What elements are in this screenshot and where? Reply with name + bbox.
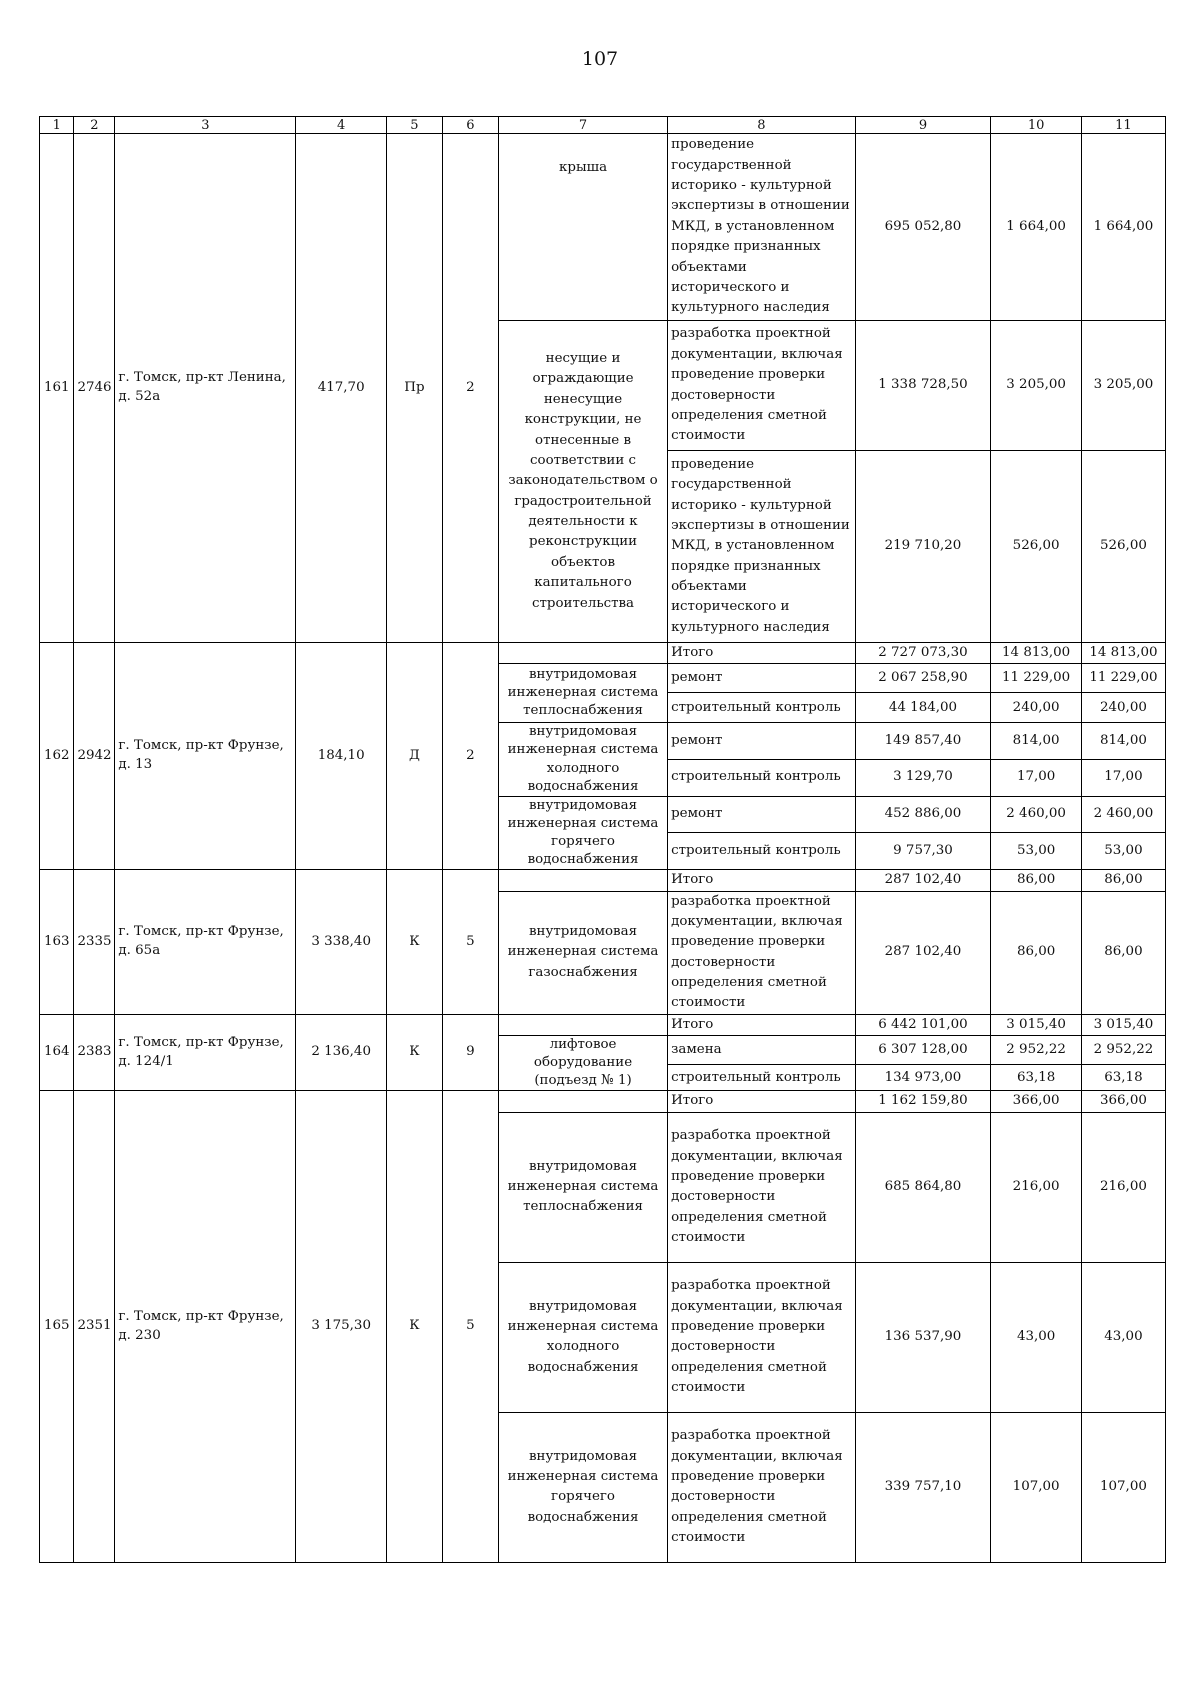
work-value-11: 216,00 <box>1081 1112 1165 1262</box>
row-number: 163 <box>40 870 74 1015</box>
work-type: разработка проектной документации, включая проведение проверки достоверности определения сметной стоимости <box>668 1262 855 1412</box>
row-number: 164 <box>40 1014 74 1091</box>
work-type: строительный контроль <box>668 693 855 723</box>
building-code: 2942 <box>74 643 115 870</box>
total-cost: 1 162 159,80 <box>855 1091 991 1112</box>
element-name: внутридомовая инженерная система холодного водоснабжения <box>498 1262 667 1412</box>
header-cell: 5 <box>386 117 442 134</box>
work-value-10: 1 664,00 <box>991 134 1082 321</box>
element-name: внутридомовая инженерная система холодного водоснабжения <box>498 723 667 796</box>
element-name: внутридомовая инженерная система теплоснабжения <box>498 664 667 723</box>
building-floors: 5 <box>442 870 498 1015</box>
building-address: г. Томск, пр-кт Фрунзе, д. 124/1 <box>115 1014 296 1091</box>
work-type: разработка проектной документации, включая проведение проверки достоверности определения сметной стоимости <box>668 1412 855 1562</box>
element-name: несущие и ограждающие ненесущие конструкции, не отнесенные в соответствии с законодательством о градостроительной деятельности к реконструкции объектов капитального строительства <box>498 321 667 643</box>
total-value-10: 3 015,40 <box>991 1014 1082 1035</box>
blank-cell <box>498 643 667 664</box>
header-cell: 1 <box>40 117 74 134</box>
work-type: замена <box>668 1036 855 1065</box>
element-name: внутридомовая инженерная система горячего водоснабжения <box>498 1412 667 1562</box>
header-cell: 7 <box>498 117 667 134</box>
total-value-10: 366,00 <box>991 1091 1082 1112</box>
work-value-11: 814,00 <box>1081 723 1165 759</box>
blank-cell <box>498 1014 667 1035</box>
building-code: 2351 <box>74 1091 115 1562</box>
work-type: ремонт <box>668 664 855 693</box>
work-value-10: 3 205,00 <box>991 321 1082 451</box>
row-number: 161 <box>40 134 74 643</box>
work-value-10: 11 229,00 <box>991 664 1082 693</box>
total-cost: 2 727 073,30 <box>855 643 991 664</box>
work-cost: 44 184,00 <box>855 693 991 723</box>
total-value-11: 86,00 <box>1081 870 1165 891</box>
table-row <box>40 1014 1166 1035</box>
header-cell: 2 <box>74 117 115 134</box>
work-value-10: 43,00 <box>991 1262 1082 1412</box>
work-type: разработка проектной документации, включая проведение проверки достоверности определения сметной стоимости <box>668 1112 855 1262</box>
building-area: 184,10 <box>296 643 387 870</box>
work-cost: 452 886,00 <box>855 796 991 832</box>
total-value-11: 366,00 <box>1081 1091 1165 1112</box>
work-value-11: 86,00 <box>1081 891 1165 1014</box>
header-row <box>40 117 1166 134</box>
total-value-11: 3 015,40 <box>1081 1014 1165 1035</box>
building-code: 2383 <box>74 1014 115 1091</box>
building-address: г. Томск, пр-кт Фрунзе, д. 13 <box>115 643 296 870</box>
building-code: 2335 <box>74 870 115 1015</box>
total-label: Итого <box>668 1014 855 1035</box>
work-value-11: 526,00 <box>1081 451 1165 643</box>
element-name: лифтовое оборудование (подъезд № 1) <box>498 1036 667 1091</box>
work-value-10: 53,00 <box>991 832 1082 869</box>
work-type: строительный контроль <box>668 1065 855 1091</box>
work-value-11: 53,00 <box>1081 832 1165 869</box>
row-number: 162 <box>40 643 74 870</box>
work-cost: 3 129,70 <box>855 759 991 796</box>
work-value-11: 1 664,00 <box>1081 134 1165 321</box>
work-type: ремонт <box>668 723 855 759</box>
work-value-11: 3 205,00 <box>1081 321 1165 451</box>
work-value-11: 2 952,22 <box>1081 1036 1165 1065</box>
work-value-10: 526,00 <box>991 451 1082 643</box>
work-value-11: 43,00 <box>1081 1262 1165 1412</box>
work-cost: 695 052,80 <box>855 134 991 321</box>
work-value-10: 216,00 <box>991 1112 1082 1262</box>
building-floors: 5 <box>442 1091 498 1562</box>
work-cost: 287 102,40 <box>855 891 991 1014</box>
building-address: г. Томск, пр-кт Ленина, д. 52а <box>115 134 296 643</box>
work-cost: 2 067 258,90 <box>855 664 991 693</box>
work-value-11: 11 229,00 <box>1081 664 1165 693</box>
building-address: г. Томск, пр-кт Фрунзе, д. 230 <box>115 1091 296 1562</box>
header-cell: 9 <box>855 117 991 134</box>
work-type: разработка проектной документации, включая проведение проверки достоверности определения сметной стоимости <box>668 891 855 1014</box>
work-value-10: 86,00 <box>991 891 1082 1014</box>
work-type: ремонт <box>668 796 855 832</box>
building-type: К <box>386 870 442 1015</box>
work-cost: 219 710,20 <box>855 451 991 643</box>
total-label: Итого <box>668 1091 855 1112</box>
work-cost: 6 307 128,00 <box>855 1036 991 1065</box>
blank-cell <box>498 1091 667 1112</box>
work-value-11: 17,00 <box>1081 759 1165 796</box>
total-label: Итого <box>668 643 855 664</box>
work-type: строительный контроль <box>668 759 855 796</box>
header-cell: 11 <box>1081 117 1165 134</box>
work-cost: 136 537,90 <box>855 1262 991 1412</box>
building-area: 3 175,30 <box>296 1091 387 1562</box>
row-number: 165 <box>40 1091 74 1562</box>
total-value-11: 14 813,00 <box>1081 643 1165 664</box>
work-value-10: 2 460,00 <box>991 796 1082 832</box>
work-type: проведение государственной историко - культурной экспертизы в отношении МКД, в установленном порядке признанных объектами исторического и культурного наследия <box>668 451 855 643</box>
work-value-10: 814,00 <box>991 723 1082 759</box>
total-cost: 287 102,40 <box>855 870 991 891</box>
element-name: внутридомовая инженерная система горячего водоснабжения <box>498 796 667 869</box>
building-type: К <box>386 1014 442 1091</box>
blank-cell <box>498 870 667 891</box>
work-type: строительный контроль <box>668 832 855 869</box>
work-value-10: 2 952,22 <box>991 1036 1082 1065</box>
work-cost: 339 757,10 <box>855 1412 991 1562</box>
element-name: внутридомовая инженерная система теплоснабжения <box>498 1112 667 1262</box>
header-cell: 4 <box>296 117 387 134</box>
building-address: г. Томск, пр-кт Фрунзе, д. 65а <box>115 870 296 1015</box>
work-cost: 685 864,80 <box>855 1112 991 1262</box>
header-cell: 6 <box>442 117 498 134</box>
work-cost: 149 857,40 <box>855 723 991 759</box>
work-value-10: 240,00 <box>991 693 1082 723</box>
total-value-10: 14 813,00 <box>991 643 1082 664</box>
building-type: Пр <box>386 134 442 643</box>
work-cost: 1 338 728,50 <box>855 321 991 451</box>
total-cost: 6 442 101,00 <box>855 1014 991 1035</box>
building-floors: 2 <box>442 643 498 870</box>
building-area: 3 338,40 <box>296 870 387 1015</box>
work-value-11: 63,18 <box>1081 1065 1165 1091</box>
work-cost: 9 757,30 <box>855 832 991 869</box>
building-area: 417,70 <box>296 134 387 643</box>
work-value-11: 107,00 <box>1081 1412 1165 1562</box>
element-name: внутридомовая инженерная система газоснабжения <box>498 891 667 1014</box>
building-type: К <box>386 1091 442 1562</box>
header-cell: 8 <box>668 117 855 134</box>
work-value-10: 17,00 <box>991 759 1082 796</box>
work-value-11: 240,00 <box>1081 693 1165 723</box>
header-cell: 3 <box>115 117 296 134</box>
register-table <box>39 116 1166 1563</box>
work-value-11: 2 460,00 <box>1081 796 1165 832</box>
element-name: крыша <box>498 134 667 321</box>
page-number: 107 <box>581 48 619 70</box>
table-row <box>40 643 1166 664</box>
building-floors: 9 <box>442 1014 498 1091</box>
total-label: Итого <box>668 870 855 891</box>
table-row <box>40 870 1166 891</box>
building-area: 2 136,40 <box>296 1014 387 1091</box>
table-row <box>40 134 1166 321</box>
total-value-10: 86,00 <box>991 870 1082 891</box>
work-type: проведение государственной историко - культурной экспертизы в отношении МКД, в установленном порядке признанных объектами исторического и культурного наследия <box>668 134 855 321</box>
header-cell: 10 <box>991 117 1082 134</box>
building-code: 2746 <box>74 134 115 643</box>
work-value-10: 107,00 <box>991 1412 1082 1562</box>
work-value-10: 63,18 <box>991 1065 1082 1091</box>
table-row <box>40 1091 1166 1112</box>
work-type: разработка проектной документации, включая проведение проверки достоверности определения сметной стоимости <box>668 321 855 451</box>
work-cost: 134 973,00 <box>855 1065 991 1091</box>
building-type: Д <box>386 643 442 870</box>
building-floors: 2 <box>442 134 498 643</box>
